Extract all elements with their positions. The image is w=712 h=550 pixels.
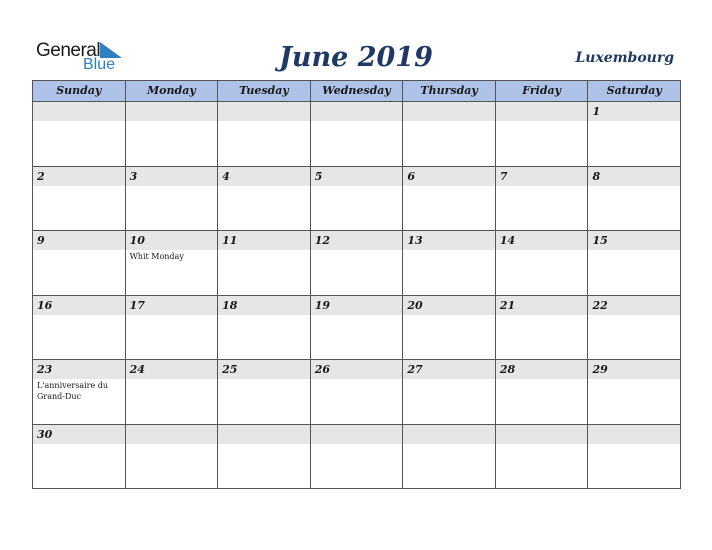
day-cell bbox=[218, 167, 311, 231]
day-cell bbox=[588, 425, 680, 490]
day-number-strip bbox=[218, 102, 310, 121]
holiday-label: L'anniversaire du Grand-Duc bbox=[37, 381, 109, 401]
day-cell bbox=[126, 425, 219, 490]
weekday-header: Saturday bbox=[606, 84, 662, 97]
day-cell bbox=[33, 167, 126, 231]
day-cell bbox=[403, 231, 496, 295]
day-cell bbox=[33, 102, 126, 166]
day-number: 30 bbox=[37, 427, 53, 441]
day-cell bbox=[496, 102, 589, 166]
day-cell bbox=[126, 296, 219, 360]
week-row bbox=[33, 425, 680, 490]
day-number-strip bbox=[218, 167, 310, 186]
day-number: 5 bbox=[314, 169, 323, 183]
day-cell bbox=[311, 231, 404, 295]
day-number: 16 bbox=[37, 298, 53, 312]
day-cell bbox=[588, 167, 680, 231]
day-cell bbox=[33, 296, 126, 360]
day-number: 27 bbox=[407, 363, 423, 376]
day-number: 4 bbox=[222, 169, 230, 183]
day-number-strip bbox=[588, 425, 680, 444]
day-cell bbox=[496, 425, 589, 490]
day-number-strip bbox=[403, 425, 495, 444]
day-cell bbox=[403, 296, 496, 360]
day-number: 3 bbox=[129, 169, 138, 183]
day-number: 9 bbox=[37, 234, 45, 247]
day-number-strip bbox=[33, 231, 125, 250]
day-cell bbox=[403, 167, 496, 231]
day-number-strip bbox=[496, 425, 588, 444]
day-cell bbox=[496, 296, 589, 360]
day-cell bbox=[588, 231, 680, 295]
day-number-strip bbox=[588, 102, 680, 121]
day-cell bbox=[403, 102, 496, 166]
day-number: 19 bbox=[314, 298, 331, 312]
day-cell bbox=[588, 102, 680, 166]
day-number: 14 bbox=[499, 234, 516, 247]
day-number: 21 bbox=[499, 298, 516, 312]
day-cell bbox=[311, 360, 404, 424]
logo-text-general: General bbox=[36, 40, 101, 61]
day-number-strip bbox=[496, 167, 588, 186]
country-label: Luxembourg bbox=[575, 50, 674, 66]
day-cell bbox=[496, 360, 589, 424]
day-cell bbox=[126, 231, 219, 295]
day-cell bbox=[496, 231, 589, 295]
weekday-header-row bbox=[33, 81, 680, 102]
day-number: 18 bbox=[222, 298, 238, 312]
weekday-header: Sunday bbox=[33, 81, 126, 101]
weekday-header: Friday bbox=[496, 81, 589, 101]
day-cell bbox=[218, 296, 311, 360]
day-cell bbox=[218, 425, 311, 490]
day-number: 12 bbox=[314, 234, 331, 247]
day-number-strip bbox=[33, 167, 125, 186]
day-number: 17 bbox=[129, 298, 145, 312]
week-row bbox=[33, 296, 680, 361]
week-row bbox=[33, 360, 680, 425]
weekday-header: Tuesday bbox=[218, 81, 311, 101]
day-number-strip bbox=[403, 167, 495, 186]
day-cell bbox=[218, 102, 311, 166]
weekday-header: Thursday bbox=[403, 81, 496, 101]
day-cell bbox=[126, 167, 219, 231]
day-number: 10 bbox=[129, 234, 145, 247]
week-row bbox=[33, 167, 680, 232]
week-row bbox=[33, 231, 680, 296]
day-number: 26 bbox=[314, 363, 331, 376]
day-number: 15 bbox=[592, 234, 608, 247]
day-cell bbox=[126, 360, 219, 424]
holiday-label: Whit Monday bbox=[129, 252, 184, 261]
day-cell bbox=[496, 167, 589, 231]
day-cell bbox=[311, 296, 404, 360]
day-number-strip bbox=[496, 102, 588, 121]
day-number: 2 bbox=[37, 169, 45, 183]
logo-text-blue: Blue bbox=[83, 56, 116, 73]
day-number-strip bbox=[126, 167, 218, 186]
day-number: 25 bbox=[222, 363, 238, 376]
day-number-strip bbox=[311, 425, 403, 444]
day-number-strip bbox=[311, 167, 403, 186]
day-number-strip bbox=[403, 102, 495, 121]
weekday-header: Wednesday bbox=[311, 81, 404, 101]
day-number: 29 bbox=[592, 363, 608, 376]
day-number: 7 bbox=[499, 169, 508, 183]
day-number: 6 bbox=[407, 169, 415, 183]
day-number-strip bbox=[126, 102, 218, 121]
day-number: 22 bbox=[592, 298, 608, 312]
day-number: 8 bbox=[592, 169, 601, 183]
day-cell bbox=[311, 102, 404, 166]
day-cell bbox=[588, 360, 680, 424]
day-number: 11 bbox=[222, 234, 238, 247]
day-number: 24 bbox=[129, 363, 145, 376]
day-cell bbox=[126, 102, 219, 166]
day-cell bbox=[403, 425, 496, 490]
day-cell bbox=[311, 167, 404, 231]
day-cell bbox=[403, 360, 496, 424]
day-number: 20 bbox=[407, 298, 423, 312]
day-number: 23 bbox=[37, 363, 53, 376]
calendar-grid bbox=[32, 80, 681, 489]
day-number-strip bbox=[588, 167, 680, 186]
week-row bbox=[33, 102, 680, 167]
day-cell bbox=[311, 425, 404, 490]
day-cell bbox=[33, 360, 126, 424]
day-number: 1 bbox=[592, 105, 601, 118]
day-number-strip bbox=[126, 425, 218, 444]
day-cell bbox=[33, 231, 126, 295]
day-cell bbox=[588, 296, 680, 360]
page-title: June 2019 bbox=[279, 42, 433, 73]
day-number: 28 bbox=[499, 363, 516, 376]
day-number-strip bbox=[311, 102, 403, 121]
day-number: 13 bbox=[407, 234, 423, 247]
weekday-header: Monday bbox=[126, 81, 219, 101]
day-cell bbox=[218, 231, 311, 295]
day-number-strip bbox=[218, 425, 310, 444]
day-cell bbox=[218, 360, 311, 424]
day-cell bbox=[33, 425, 126, 490]
day-number-strip bbox=[33, 102, 125, 121]
